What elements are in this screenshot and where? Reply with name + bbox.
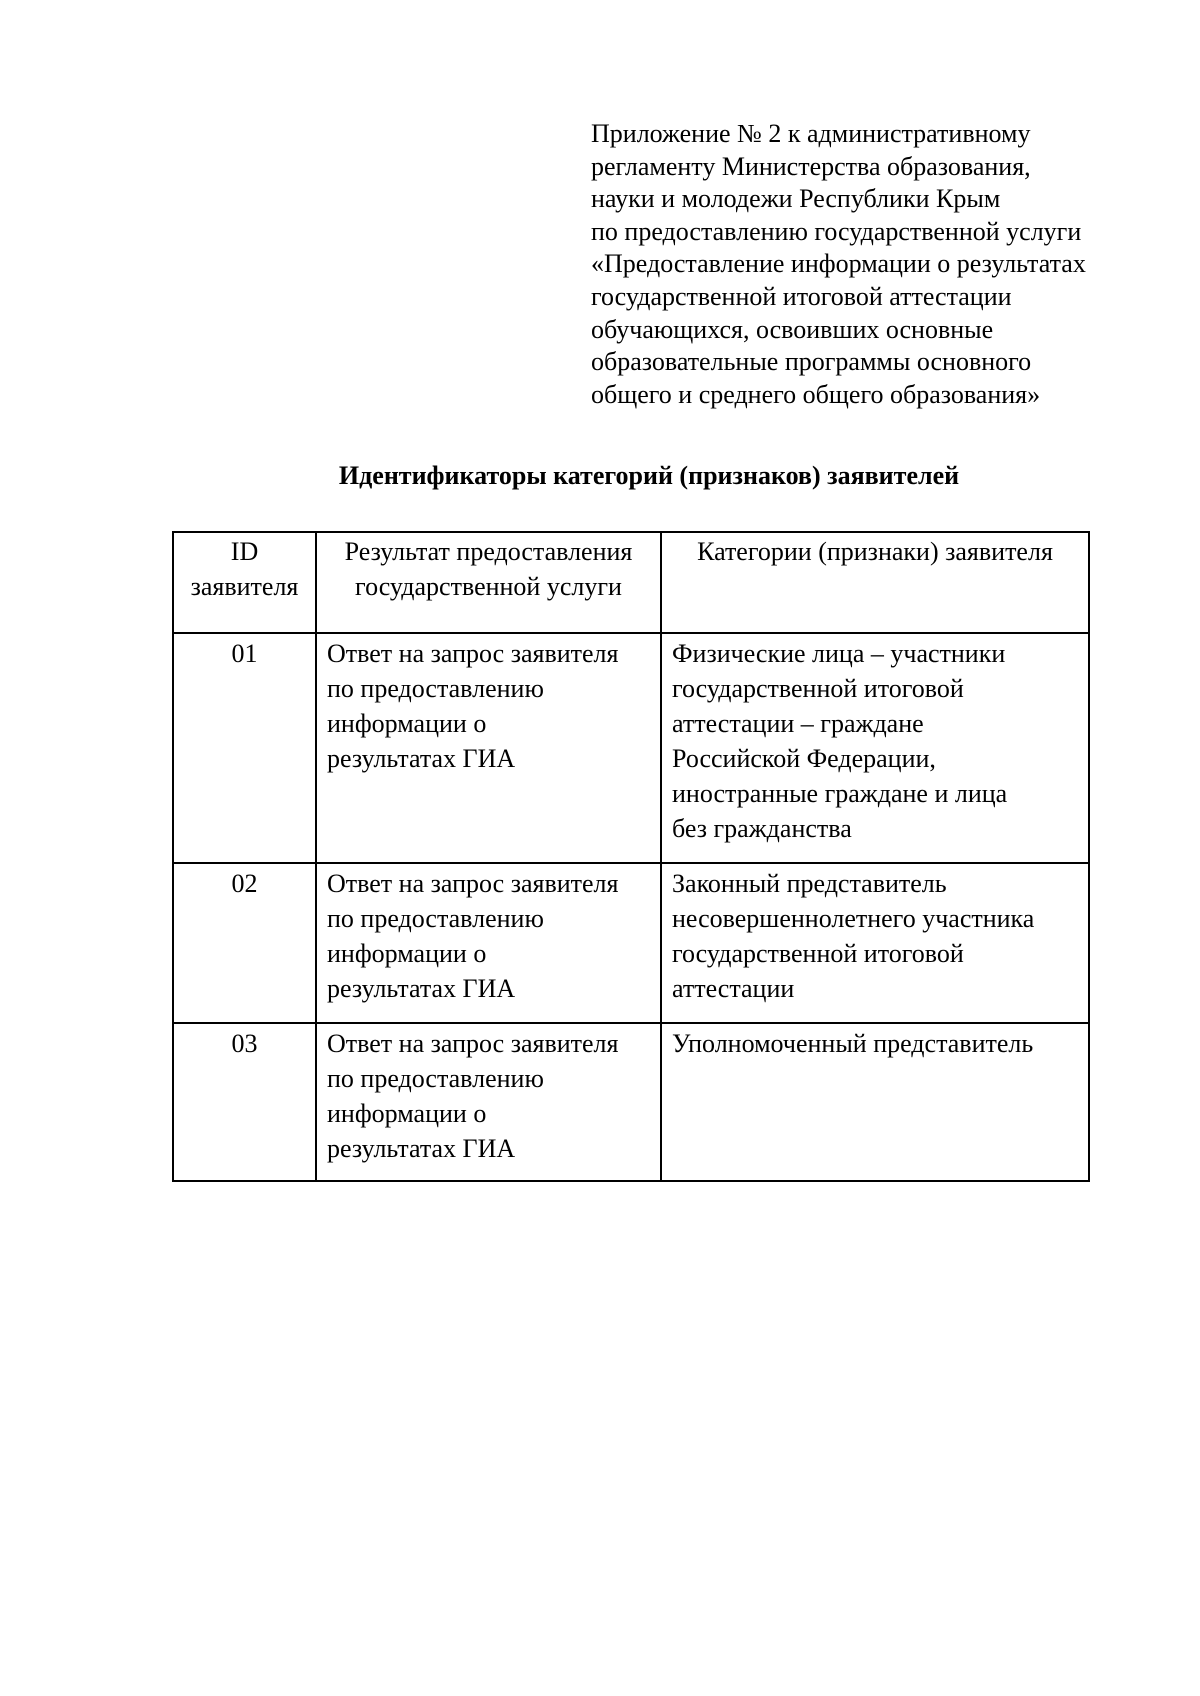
cell-text: Ответ на запрос заявителя — [327, 869, 619, 898]
cell-applicant-category — [661, 1023, 1089, 1181]
appendix-line: обучающихся, освоивших основные — [591, 314, 994, 344]
cell-applicant-id: 03 — [173, 1023, 316, 1181]
cell-text: информации о — [327, 709, 487, 738]
appendix-line: по предоставлению государственной услуги — [591, 216, 1082, 246]
appendix-line: образовательные программы основного — [591, 347, 1032, 377]
cell-text: иностранные граждане и лица — [672, 779, 1008, 808]
appendix-line: общего и среднего общего образования» — [591, 379, 1041, 409]
appendix-line: «Предоставление информации о результатах — [591, 249, 1086, 279]
cell-text: государственной итоговой — [672, 674, 964, 703]
appendix-line: науки и молодежи Республики Крым — [591, 184, 1001, 214]
appendix-line: Приложение № 2 к административному — [591, 119, 1031, 148]
cell-text: информации о — [327, 939, 487, 968]
header-text: ID — [230, 537, 259, 566]
cell-text: информации о — [327, 1099, 487, 1128]
header-text: Категории (признаки) заявителя — [697, 537, 1053, 566]
appendix-line: регламенту Министерства образования, — [591, 151, 1031, 181]
cell-text: Уполномоченный представитель — [672, 1029, 1034, 1058]
table-row — [173, 633, 1089, 863]
cell-applicant-id: 02 — [173, 863, 316, 1023]
header-text: государственной услуги — [355, 572, 622, 601]
cell-text: результатах ГИА — [327, 1134, 516, 1163]
cell-text: аттестации – граждане — [672, 709, 924, 738]
appendix-line: государственной итоговой аттестации — [591, 281, 1012, 311]
cell-text: Ответ на запрос заявителя — [327, 1029, 619, 1058]
cell-text: несовершеннолетнего участника — [672, 904, 1035, 933]
table-row — [173, 1023, 1089, 1181]
cell-service-result — [316, 863, 661, 1023]
cell-applicant-category — [661, 863, 1089, 1023]
cell-applicant-category — [661, 633, 1089, 863]
cell-text: государственной итоговой — [672, 939, 964, 968]
cell-service-result — [316, 633, 661, 863]
table-header-row — [173, 532, 1089, 633]
cell-text: без гражданства — [672, 814, 852, 843]
header-text: Результат предоставления — [344, 537, 633, 566]
cell-text: результатах ГИА — [327, 974, 516, 1003]
applicant-identifiers-table — [172, 531, 1090, 1182]
document-title: Идентификаторы категорий (признаков) заявителей — [338, 461, 960, 490]
cell-text: по предоставлению — [327, 904, 544, 933]
cell-text: Ответ на запрос заявителя — [327, 639, 619, 668]
cell-text: аттестации — [672, 974, 795, 1003]
header-service-result — [316, 532, 661, 633]
header-applicant-category — [661, 532, 1089, 633]
cell-service-result — [316, 1023, 661, 1181]
appendix-note — [591, 118, 1191, 411]
cell-text: по предоставлению — [327, 674, 544, 703]
cell-text: Российской Федерации, — [672, 744, 936, 773]
cell-text: результатах ГИА — [327, 744, 516, 773]
cell-text: Законный представитель — [672, 869, 947, 898]
cell-text: Физические лица – участники — [672, 639, 1006, 668]
header-applicant-id — [173, 532, 316, 633]
header-text: заявителя — [190, 572, 299, 601]
table-row — [173, 863, 1089, 1023]
cell-text: по предоставлению — [327, 1064, 544, 1093]
cell-applicant-id: 01 — [173, 633, 316, 863]
